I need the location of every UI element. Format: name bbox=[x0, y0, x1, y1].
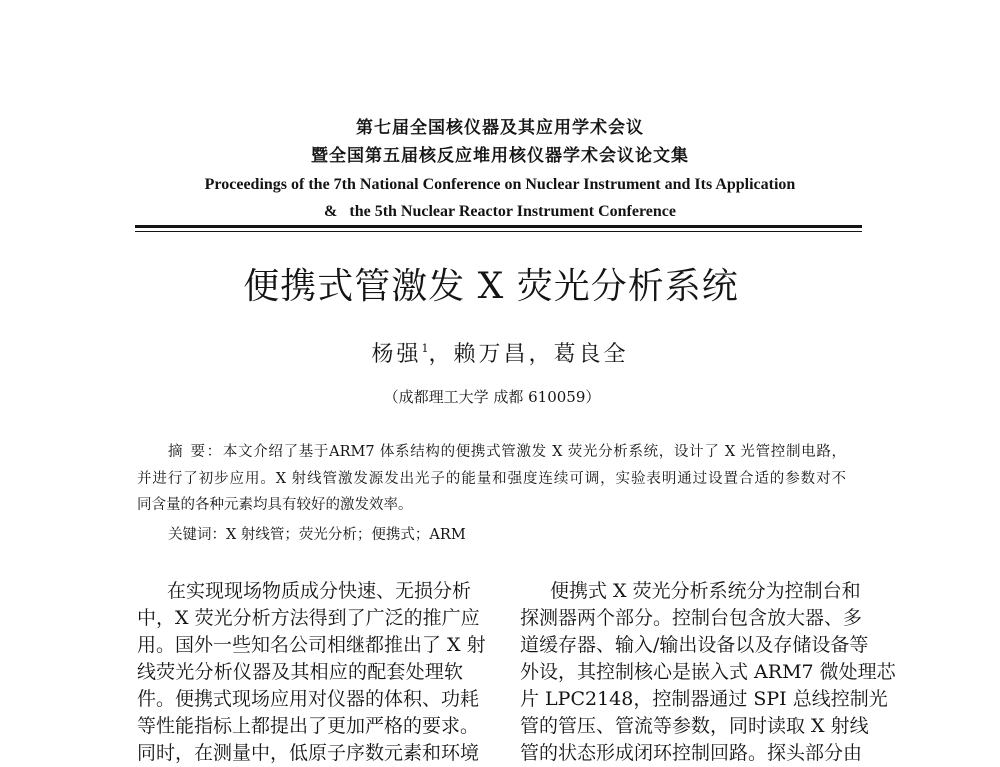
body-column-right bbox=[520, 578, 896, 764]
body-line: 管的状态形成闭环控制回路。探头部分由 bbox=[520, 742, 863, 764]
author-separator: ， bbox=[428, 342, 454, 367]
body-line: 片 LPC2148，控制器通过 SPI 总线控制光 bbox=[520, 688, 888, 710]
proceedings-subtitle-en: & the 5th Nuclear Reactor Instrument Conference bbox=[324, 203, 676, 220]
author-name: 葛良全 bbox=[553, 342, 629, 367]
body-line: 件。便携式现场应用对仪器的体积、功耗 bbox=[137, 688, 480, 710]
author-name: 赖万昌 bbox=[453, 342, 529, 367]
body-line: 管的管压、管流等参数，同时读取 X 射线 bbox=[520, 715, 869, 737]
proceedings-title-en: Proceedings of the 7th National Conference on Nuclear Instrument and Its Application bbox=[204, 176, 796, 193]
keywords-value: X 射线管；荧光分析；便携式；ARM bbox=[226, 527, 466, 543]
paper-title: 便携式管激发 X 荧光分析系统 bbox=[243, 266, 739, 307]
abstract-line: 并进行了初步应用。X 射线管激发源发出光子的能量和强度连续可调，实验表明通过设置合适的参数对不 bbox=[137, 470, 846, 487]
body-line: 中，X 荧光分析方法得到了广泛的推广应 bbox=[137, 607, 480, 629]
body-line: 在实现现场物质成分快速、无损分析 bbox=[167, 580, 472, 602]
conference-title-cn: 第七届全国核仪器及其应用学术会议 bbox=[356, 118, 644, 138]
author-list bbox=[200, 341, 800, 369]
abstract-line bbox=[137, 439, 846, 466]
abstract-line: 同含量的各种元素均具有较好的激发效率。 bbox=[137, 497, 413, 513]
abstract-text: 本文介绍了基于ARM7 体系结构的便携式管激发 X 荧光分析系统，设计了 X 光管控制电路， bbox=[222, 444, 847, 460]
abstract bbox=[137, 439, 846, 519]
body-line: 探测器两个部分。控制台包含放大器、多 bbox=[520, 607, 863, 629]
body-line: 用。国外一些知名公司相继都推出了 X 射 bbox=[137, 634, 486, 656]
header-double-rule bbox=[135, 225, 862, 232]
author-name: 杨强 bbox=[371, 342, 422, 367]
affiliation-mark: 1 bbox=[421, 342, 429, 355]
body-line: 线荧光分析仪器及其相应的配套处理软 bbox=[137, 661, 463, 683]
body-line: 道缓存器、输入/输出设备以及存储设备等 bbox=[520, 634, 869, 656]
keywords-label: 关键词： bbox=[168, 527, 226, 543]
proceedings-title-cn: 暨全国第五届核反应堆用核仪器学术会议论文集 bbox=[311, 146, 689, 166]
body-line: 等性能指标上都提出了更加严格的要求。 bbox=[137, 715, 480, 737]
abstract-label: 摘 要： bbox=[168, 444, 223, 460]
body-line: 外设，其控制核心是嵌入式 ARM7 微处理芯 bbox=[520, 661, 896, 683]
author-separator: ， bbox=[528, 342, 554, 367]
body-line: 同时，在测量中，低原子序数元素和环境 bbox=[137, 742, 480, 764]
author-affiliation: （成都理工大学 成都 610059） bbox=[383, 388, 601, 406]
body-column-left bbox=[137, 578, 486, 764]
body-line: 便携式 X 荧光分析系统分为控制台和 bbox=[550, 580, 861, 602]
keywords bbox=[168, 522, 668, 548]
